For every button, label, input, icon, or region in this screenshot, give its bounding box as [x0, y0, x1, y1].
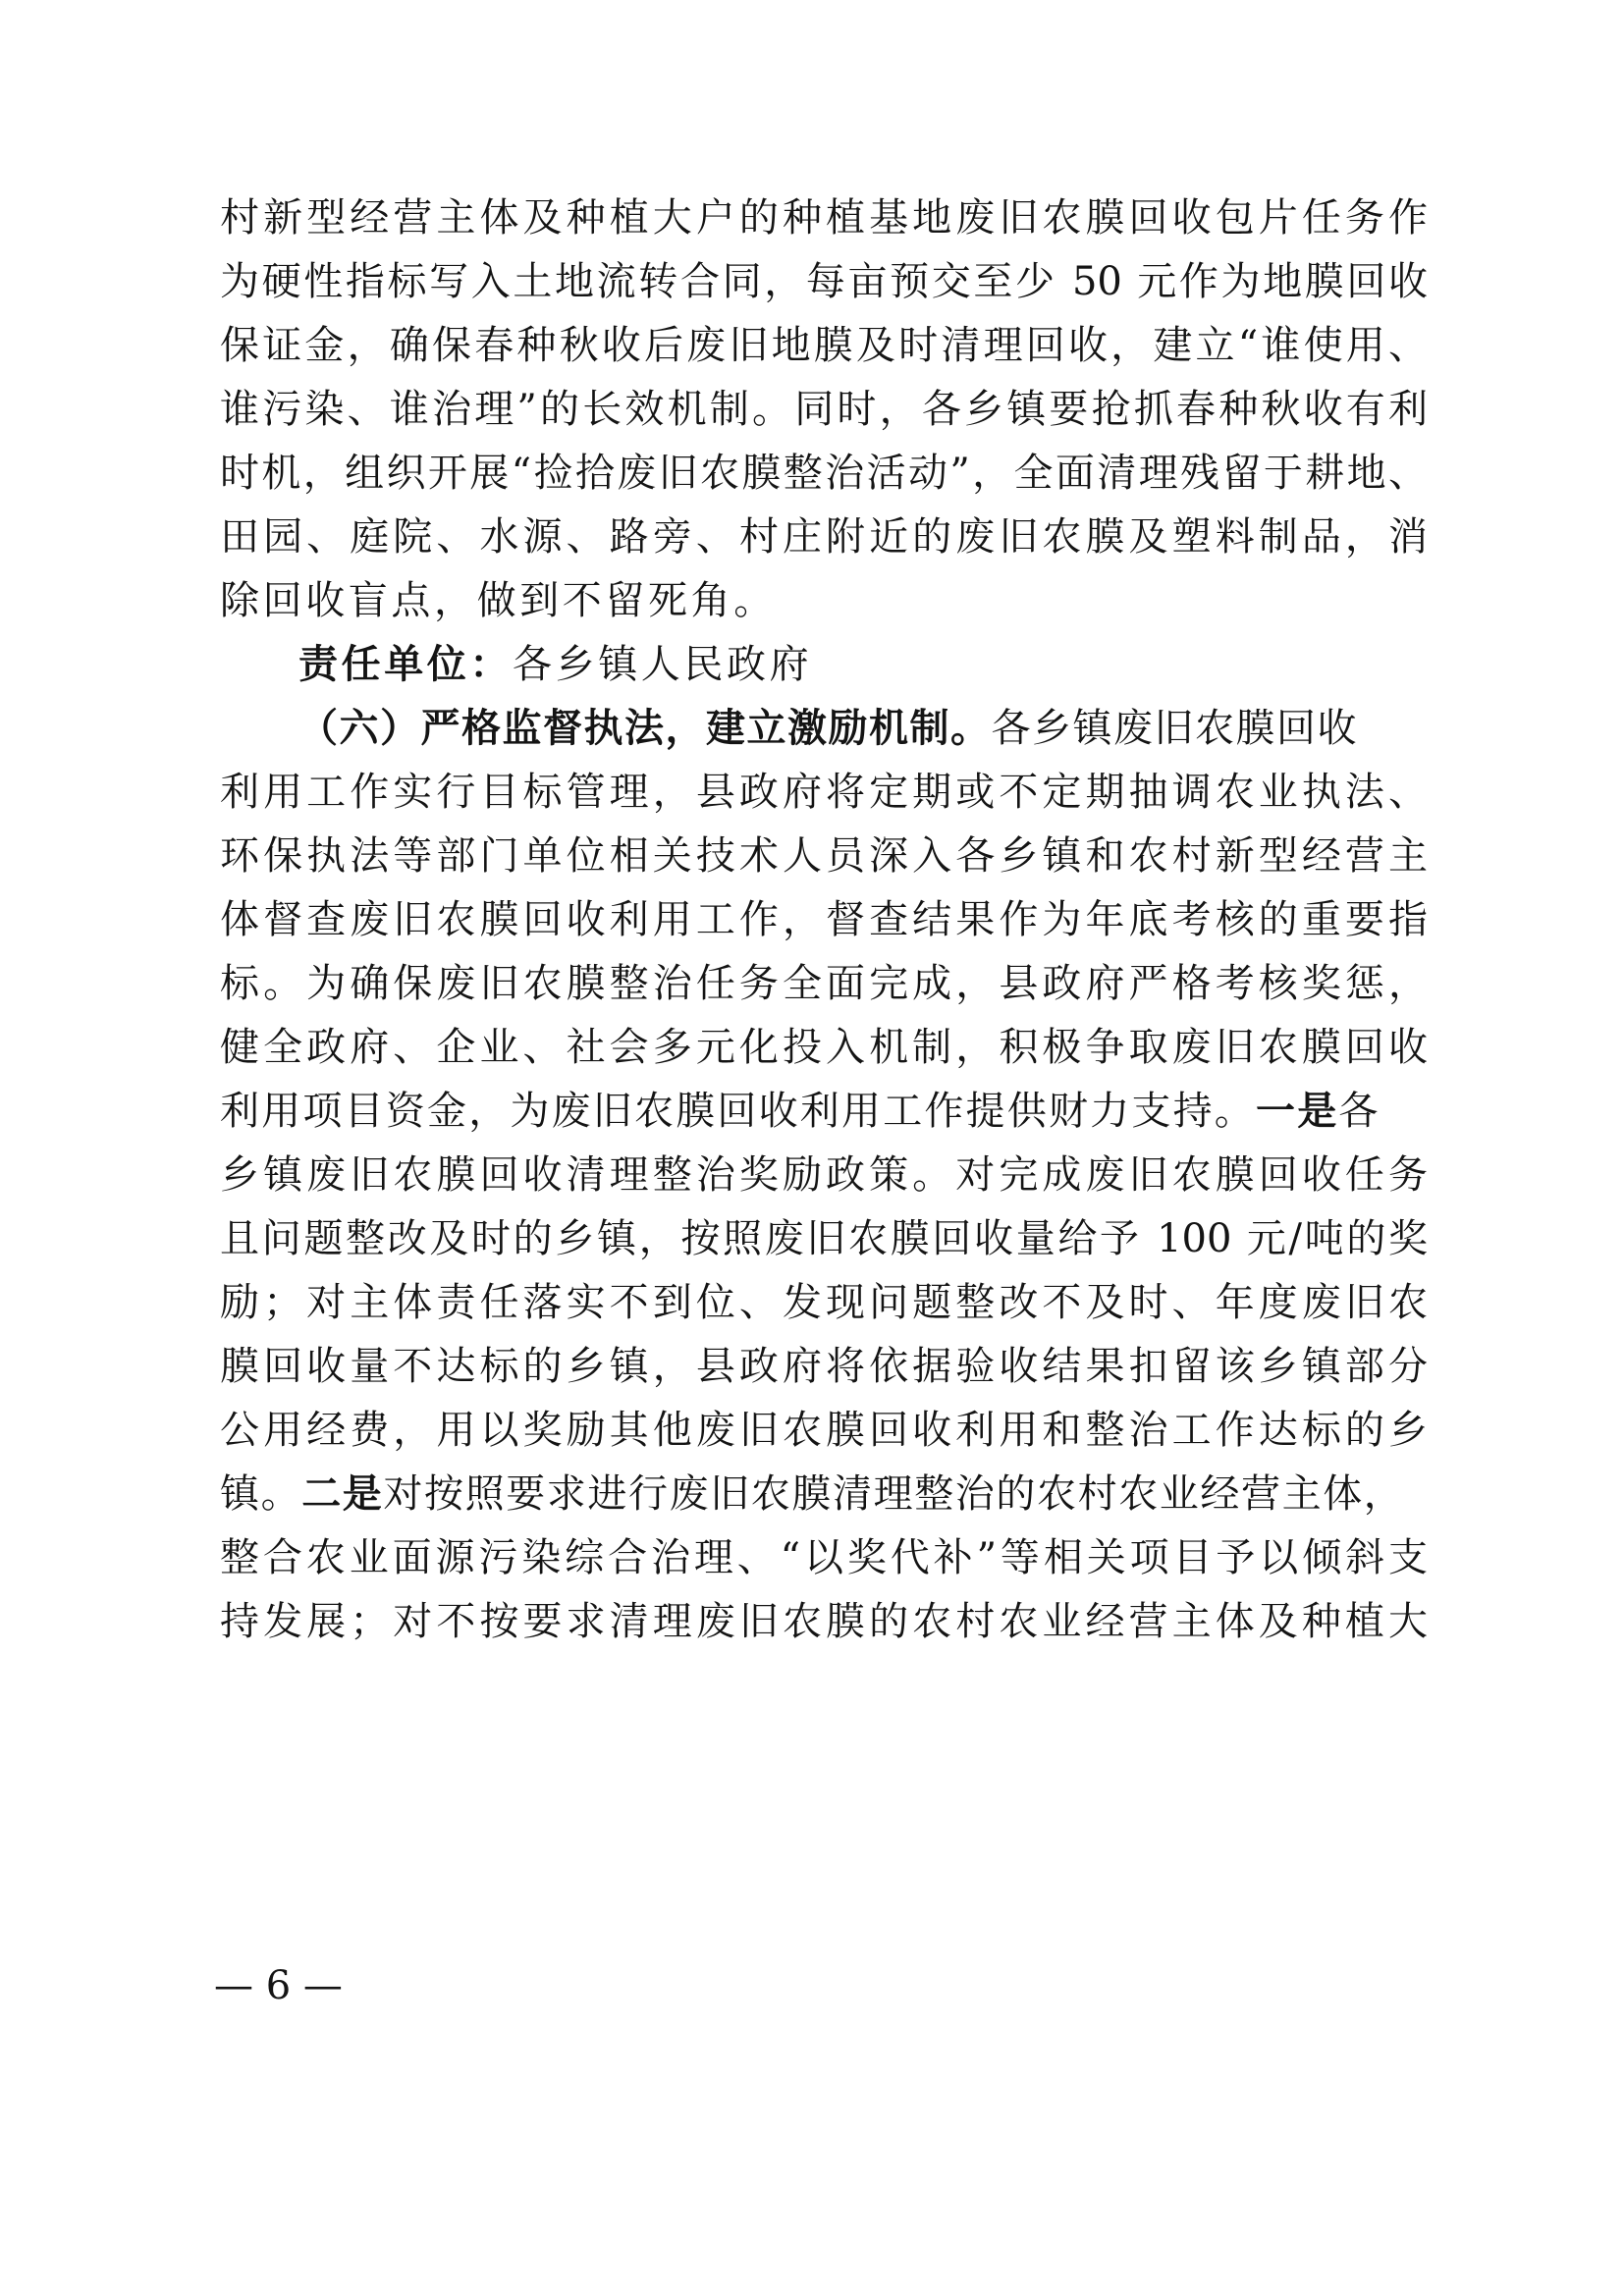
responsibility-label: 责任单位：	[298, 641, 513, 687]
paragraph-line: 为硬性指标写入土地流转合同，每亩预交至少 50 元作为地膜回收	[220, 259, 1428, 304]
line-text: 镇。	[220, 1471, 302, 1517]
marker-two: 二是	[301, 1470, 384, 1517]
paragraph-line: 除回收盲点，做到不留死角。	[220, 578, 777, 623]
paragraph-line: 且问题整改及时的乡镇，按照废旧农膜回收量给予 100 元/吨的奖	[220, 1216, 1428, 1261]
paragraph-line: 体督查废旧农膜回收利用工作，督查结果作为年底考核的重要指	[220, 897, 1428, 942]
section-heading-rest: 各乡镇废旧农膜回收	[991, 706, 1358, 751]
responsibility-line	[298, 640, 1428, 689]
paragraph-line: 保证金，确保春种秋收后废旧地膜及时清理回收，建立“谁使用、	[220, 323, 1428, 368]
paragraph-line: 时机，组织开展“捡拾废旧农膜整治活动”，全面清理残留于耕地、	[220, 451, 1428, 496]
page-number: — 6 —	[214, 1963, 343, 2008]
paragraph-line: 谁污染、谁治理”的长效机制。同时，各乡镇要抢抓春种秋收有利	[220, 387, 1428, 432]
section-heading-line	[298, 704, 1428, 753]
paragraph-line: 田园、庭院、水源、路旁、村庄附近的废旧农膜及塑料制品，消	[220, 514, 1428, 560]
paragraph-line: 整合农业面源污染综合治理、“以奖代补”等相关项目予以倾斜支	[220, 1535, 1428, 1580]
paragraph-line-marker-two	[220, 1469, 1428, 1519]
paragraph-line: 公用经费，用以奖励其他废旧农膜回收利用和整治工作达标的乡	[220, 1408, 1428, 1453]
paragraph-line: 村新型经营主体及种植大户的种植基地废旧农膜回收包片任务作	[220, 195, 1428, 240]
paragraph-line: 利用工作实行目标管理，县政府将定期或不定期抽调农业执法、	[220, 770, 1428, 815]
paragraph-line: 健全政府、企业、社会多元化投入机制，积极争取废旧农膜回收	[220, 1025, 1428, 1070]
paragraph-line: 标。为确保废旧农膜整治任务全面完成，县政府严格考核奖惩，	[220, 961, 1428, 1006]
line-text: 各	[1338, 1089, 1380, 1134]
marker-one: 一是	[1256, 1088, 1339, 1134]
paragraph-line: 环保执法等部门单位相关技术人员深入各乡镇和农村新型经营主	[220, 833, 1428, 879]
paragraph-line: 持发展；对不按要求清理废旧农膜的农村农业经营主体及种植大	[220, 1599, 1428, 1644]
paragraph-line: 励；对主体责任落实不到位、发现问题整改不及时、年度废旧农	[220, 1280, 1428, 1325]
responsibility-value: 各乡镇人民政府	[513, 642, 813, 687]
section-heading: （六）严格监督执法，建立激励机制。	[298, 705, 992, 751]
line-text: 利用项目资金，为废旧农膜回收利用工作提供财力支持。	[220, 1089, 1256, 1134]
line-text: 对按照要求进行废旧农膜清理整治的农村农业经营主体，	[383, 1471, 1405, 1517]
paragraph-line: 膜回收量不达标的乡镇，县政府将依据验收结果扣留该乡镇部分	[220, 1344, 1428, 1389]
paragraph-line: 乡镇废旧农膜回收清理整治奖励政策。对完成废旧农膜回收任务	[220, 1152, 1428, 1198]
paragraph-line-marker-one	[220, 1087, 1428, 1136]
